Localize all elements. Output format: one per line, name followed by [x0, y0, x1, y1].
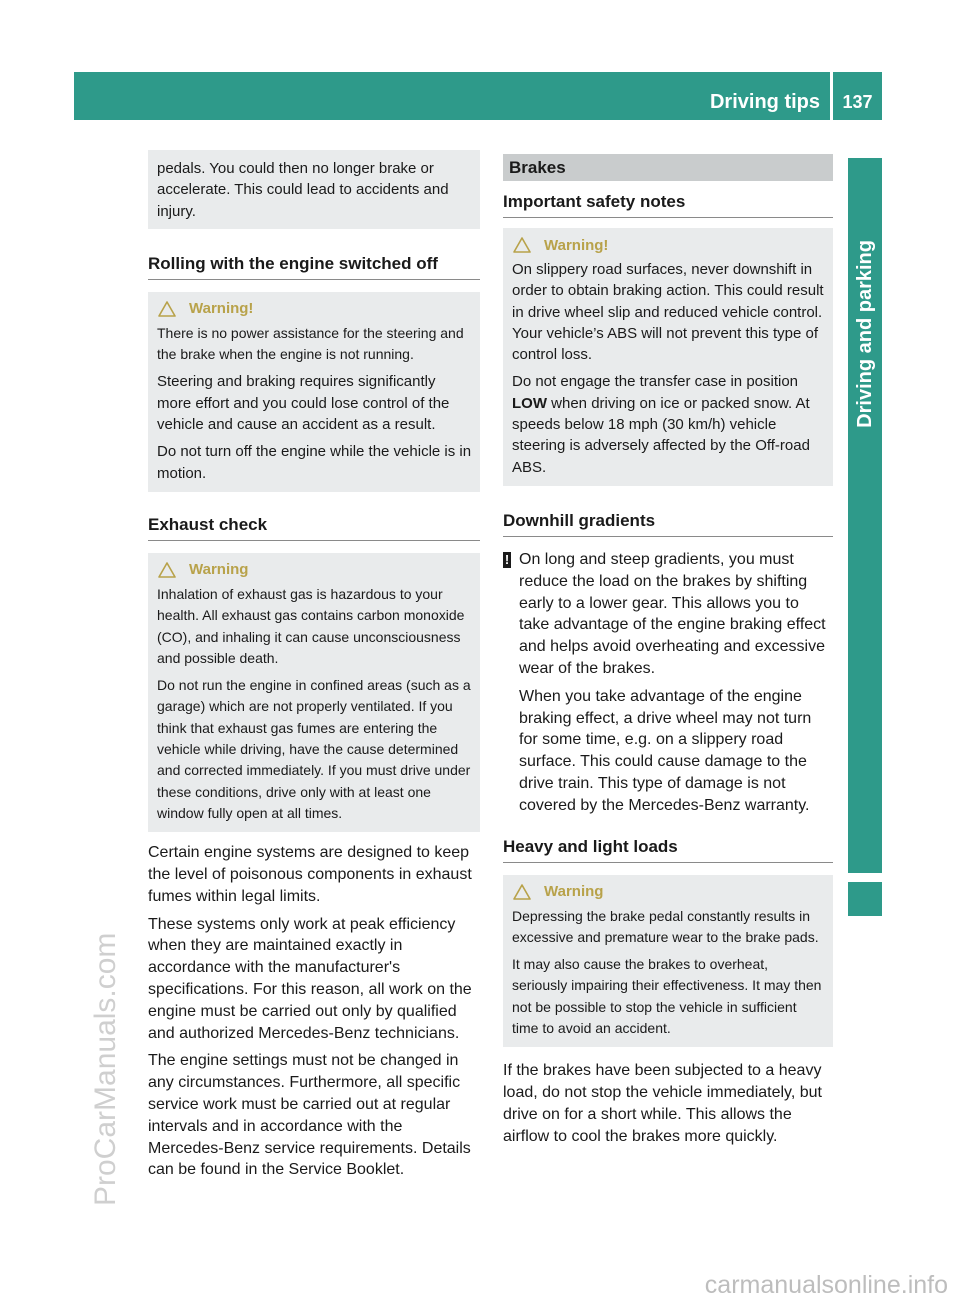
warning-triangle-icon [513, 884, 531, 900]
body-paragraph: Certain engine systems are designed to keep the level of poisonous components in exhaust fumes within legal limits. [148, 844, 472, 905]
position-low: LOW [512, 394, 547, 412]
warning-title [157, 559, 472, 581]
note-body [519, 549, 833, 817]
section-title-brakes: Brakes [503, 154, 833, 181]
warning-title [512, 881, 825, 903]
warning-box-exhaust [148, 553, 480, 832]
notice-icon-glyph: ! [504, 551, 510, 567]
warning-paragraph: It may also cause the brakes to overheat, seriously impairing their effectiveness. It may then not be possible to stop the vehicle in sufficient time to avoid an accident. [512, 956, 822, 1037]
warning-box-loads [503, 875, 833, 1048]
body-paragraph: The engine settings must not be changed in any circumstances. Furthermore, all specific service work must be carried out at regular intervals and in accordance with the Mercedes-Benz service requirements. Details can be found in the Service Booklet. [148, 1052, 471, 1179]
warning-label: Warning [189, 561, 249, 579]
warning-triangle-icon [158, 301, 176, 317]
warning-label: Warning! [189, 300, 254, 318]
chapter-tab-label: Driving and parking [854, 240, 876, 428]
notice-icon [503, 552, 519, 817]
heading-loads: Heavy and light loads [503, 836, 833, 863]
note-paragraph: On long and steep gradients, you must reduce the load on the brakes by shifting early to a lower gear. This allows you to take advantage of the engine braking effect and helps avoid overheating and excessive wear of the brakes. [519, 550, 826, 677]
heading-rolling: Rolling with the engine switched off [148, 253, 480, 280]
warning-paragraph: Inhalation of exhaust gas is hazardous to your health. All exhaust gas contains carbon monoxide (CO), and inhaling it can cause unconsciousness and possible death. [157, 585, 465, 666]
note-paragraph: When you take advantage of the engine braking effect, a drive wheel may not turn for some time, e.g. on a slippery road surface. This could cause damage to the drive train. This type of damage is not covered by the Mercedes-Benz warranty. [519, 687, 812, 814]
warning-paragraph: There is no power assistance for the steering and the brake when the engine is not running. [157, 324, 464, 363]
chapter-tab [848, 158, 882, 873]
warning-title [157, 298, 472, 320]
footer-watermark: carmanualsonline.info [704, 1271, 948, 1299]
left-column [148, 150, 480, 1181]
warning-box-rolling [148, 292, 480, 492]
note-downhill [503, 549, 833, 817]
header-title: Driving tips [709, 91, 820, 113]
continued-warning-box [148, 150, 480, 229]
continued-warning-text: pedals. You could then no longer brake or accelerate. This could lead to accidents and injury. [157, 160, 449, 220]
heading-exhaust: Exhaust check [148, 514, 480, 541]
heading-safety-notes: Important safety notes [503, 191, 833, 218]
header-bar [74, 72, 882, 120]
page-number: 137 [842, 92, 873, 112]
right-column [503, 150, 833, 1148]
heading-downhill: Downhill gradients [503, 510, 833, 537]
warning-box-safety [503, 228, 833, 486]
side-watermark: ProCarManuals.com [89, 932, 122, 1206]
warning-triangle-icon [513, 237, 531, 253]
warning-paragraph: Steering and braking requires significantly more effort and you could lose control of the vehicle and cause an accident as a result. [157, 373, 450, 434]
body-paragraph: If the brakes have been subjected to a heavy load, do not stop the vehicle immediately, but drive on for a short while. This allows the airflow to cool the brakes more quickly. [503, 1062, 822, 1145]
chapter-tab-marker [848, 882, 882, 916]
warning-paragraph: On slippery road surfaces, never downshift in order to obtain braking action. This could result in drive wheel slip and reduced vehicle control. Your vehicle’s ABS will not prevent this type of control loss. [512, 261, 824, 364]
warning-label: Warning! [544, 236, 609, 254]
warning-title [512, 234, 825, 256]
warning-paragraph: Depressing the brake pedal constantly results in excessive and premature wear to the brake pads. [512, 907, 819, 945]
warning-text: Do not engage the transfer case in position [512, 373, 799, 391]
warning-label: Warning [544, 883, 604, 901]
warning-triangle-icon [158, 562, 176, 578]
warning-paragraph: Do not turn off the engine while the vehicle is in motion. [157, 443, 472, 482]
body-paragraph: These systems only work at peak efficiency when they are maintained exactly in accordance with the manufacturer's specifications. For this reason, all work on the engine must be carried out only by qualified and authorized Mercedes-Benz technicians. [148, 915, 472, 1042]
warning-text: when driving on ice or packed snow. At speeds below 18 mph (30 km/h) vehicle steering is adversely affected by the Off-road ABS. [512, 394, 810, 476]
warning-paragraph [512, 371, 825, 477]
warning-paragraph: Do not run the engine in confined areas (such as a garage) which are not properly ventilated. If you think that exhaust gas fumes are entering the vehicle while driving, have the cause determined and corrected immediately. If you must drive under these conditions, drive only with at least one window fully open at all times. [157, 677, 471, 821]
